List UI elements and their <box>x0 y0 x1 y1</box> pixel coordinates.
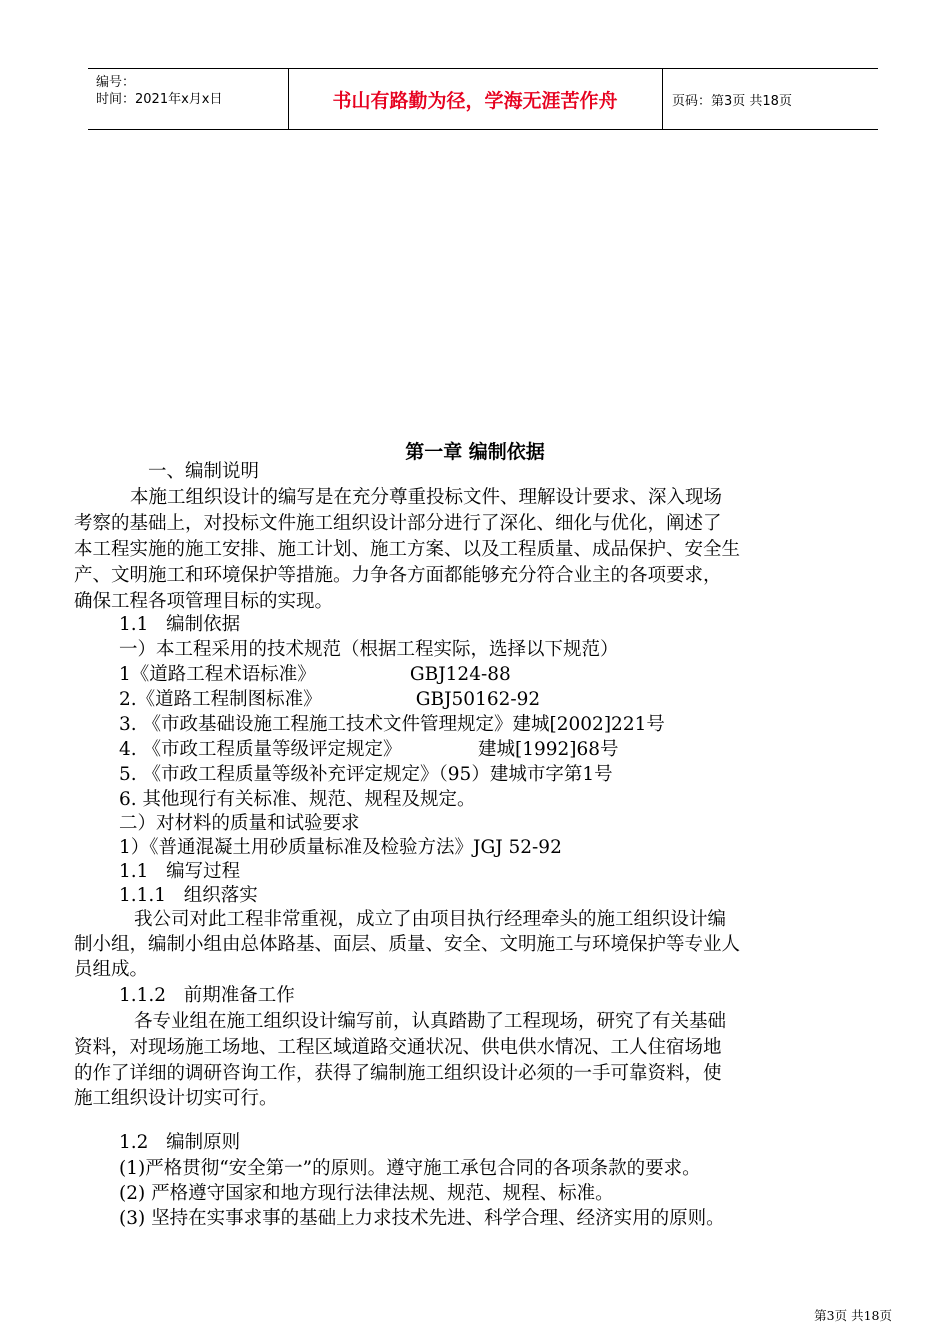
paragraph-line: 产、文明施工和环境保护等措施。力争各方面都能够充分符合业主的各项要求， <box>74 565 722 586</box>
number-label: 编号： <box>96 75 136 90</box>
paragraph-line: 员组成。 <box>74 959 149 980</box>
list-item: (2) 严格遵守国家和地方现行法律法规、规范、规程、标准。 <box>119 1183 614 1204</box>
paragraph-line: 资料，对现场施工场地、工程区域道路交通状况、供电供水情况、工人住宿场地 <box>74 1037 722 1058</box>
list-item: 二）对材料的质量和试验要求 <box>119 813 360 834</box>
section-heading: 1.1.2 前期准备工作 <box>119 985 295 1006</box>
paragraph-line: 本工程实施的施工安排、施工计划、施工方案、以及工程质量、成品保护、安全生 <box>74 539 741 560</box>
list-item: 2.《道路工程制图标准》 GBJ50162-92 <box>119 689 541 710</box>
time-label: 时间：2021年x月x日 <box>96 92 223 107</box>
paragraph-line: 确保工程各项管理目标的实现。 <box>74 591 334 612</box>
page-footer: 第3页 共18页 <box>814 1308 892 1323</box>
list-item: (3) 坚持在实事求事的基础上力求技术先进、科学合理、经济实用的原则。 <box>119 1208 725 1229</box>
paragraph-line: 施工组织设计切实可行。 <box>74 1088 278 1109</box>
header-meta <box>88 69 289 129</box>
chapter-title: 第一章 编制依据 <box>405 441 545 463</box>
list-item: 6. 其他现行有关标准、规范、规程及规定。 <box>119 789 476 810</box>
paragraph-line: 本施工组织设计的编写是在充分尊重投标文件、理解设计要求、深入现场 <box>130 487 723 508</box>
section-heading: 1.1 编写过程 <box>119 861 241 882</box>
list-item: 5. 《市政工程质量等级补充评定规定》（95）建城市字第1号 <box>119 764 613 785</box>
paragraph-line: 制小组，编制小组由总体路基、面层、质量、安全、文明施工与环境保护等专业人 <box>74 934 741 955</box>
paragraph-line: 的作了详细的调研咨询工作，获得了编制施工组织设计必须的一手可靠资料，使 <box>74 1063 722 1084</box>
list-item: 3. 《市政基础设施工程施工技术文件管理规定》建城[2002]221号 <box>119 714 665 735</box>
section-heading: 1.1 编制依据 <box>119 614 241 635</box>
list-item: 1）《普通混凝土用砂质量标准及检验方法》JGJ 52-92 <box>119 837 562 858</box>
page-header <box>88 68 878 130</box>
section-heading: 一、编制说明 <box>148 461 260 482</box>
list-item: 1《道路工程术语标准》 GBJ124-88 <box>119 664 511 685</box>
list-item: 4. 《市政工程质量等级评定规定》 建城[1992]68号 <box>119 739 619 760</box>
list-item: (1)严格贯彻“安全第一”的原则。遵守施工承包合同的各项条款的要求。 <box>119 1158 701 1179</box>
paragraph-line: 我公司对此工程非常重视，成立了由项目执行经理牵头的施工组织设计编 <box>134 909 727 930</box>
section-heading: 1.2 编制原则 <box>119 1132 241 1153</box>
section-heading: 1.1.1 组织落实 <box>119 885 258 906</box>
header-motto: 书山有路勤为径，学海无涯苦作舟 <box>288 69 663 129</box>
paragraph-line: 考察的基础上，对投标文件施工组织设计部分进行了深化、细化与优化，阐述了 <box>74 513 722 534</box>
paragraph-line: 各专业组在施工组织设计编写前，认真踏勘了工程现场，研究了有关基础 <box>134 1011 727 1032</box>
list-item: 一）本工程采用的技术规范（根据工程实际，选择以下规范） <box>119 639 619 660</box>
header-page-code: 页码：第3页 共18页 <box>672 93 792 109</box>
